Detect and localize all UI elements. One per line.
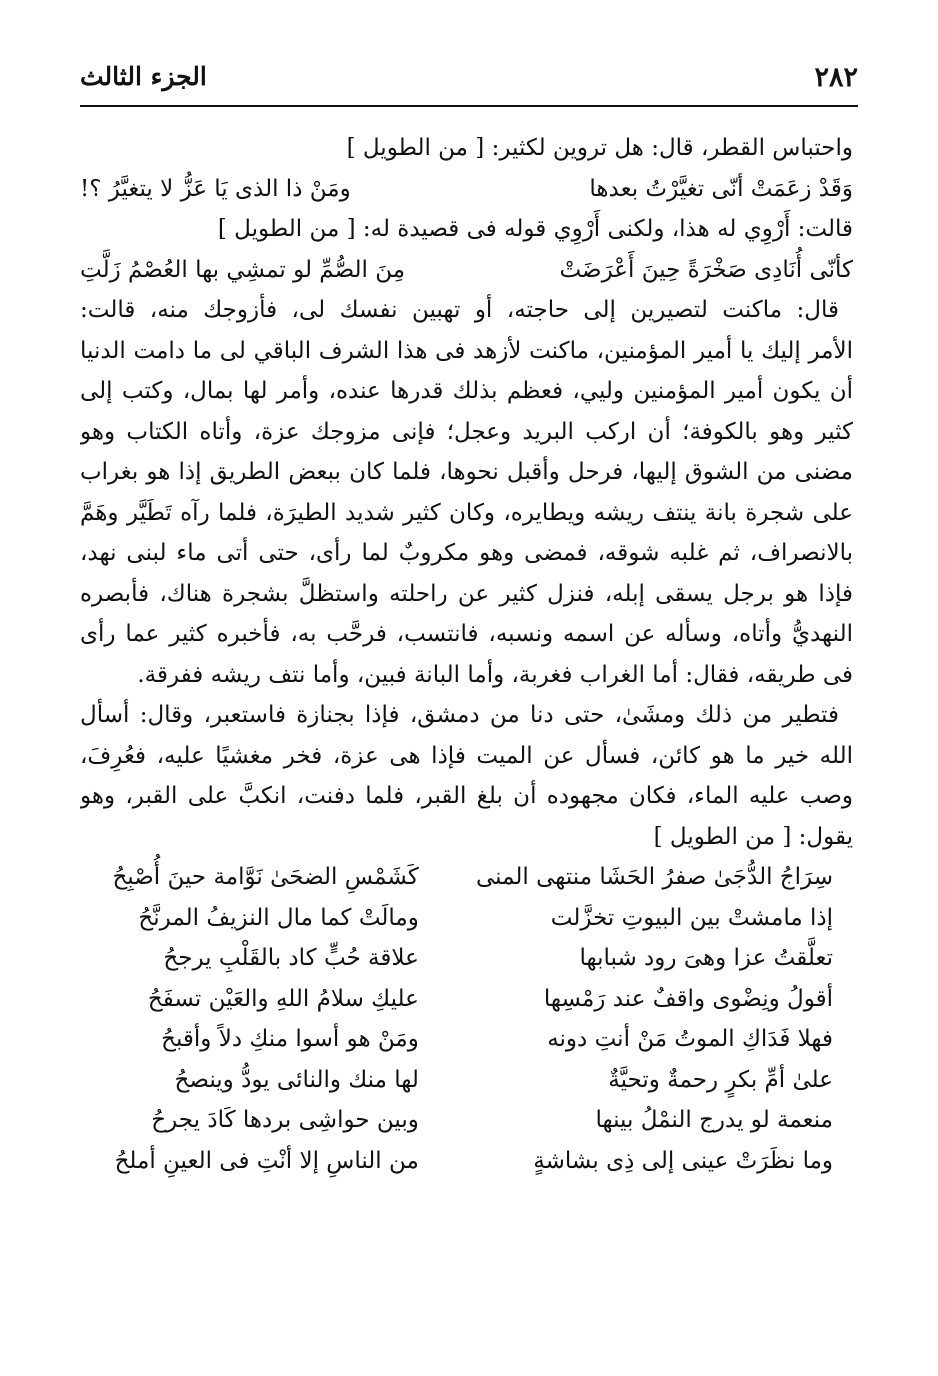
page-body [80, 128, 853, 1181]
poem-second-hemistich: عليكِ سلامُ اللهِ والعَيْن تسفَحُ [147, 985, 419, 1012]
poem-row [80, 857, 853, 898]
verse-first-hemistich: كأنّى أُنَادِى صَخْرَةً حِينَ أَعْرَضَتْ [559, 256, 853, 283]
text-line: كثير وهو بالكوفة؛ أن اركب البريد وعجل؛ فإنى مزوجك عزة، وأتاه الكتاب وهو [80, 418, 853, 445]
poem-first-hemistich: سِرَاجُ الدُّجَىٰ صفرُ الحَشَا منتهى المنى [475, 864, 833, 890]
poem-first-hemistich: تعلَّقتُ عزا وهىَ رود شبابها [579, 945, 833, 971]
text-line: الله خير ما هو كائن، فسأل عن الميت فإذا هى عزة، فخر مغشيًا عليه، فعُرِفَ، [80, 742, 853, 769]
verse-line [80, 169, 853, 210]
poem-first-hemistich: منعمة لو يدرج النمْلُ بينها [595, 1107, 833, 1133]
page-number: ٢٨٢ [814, 62, 858, 93]
poem-second-hemistich: من الناسِ إلا أنْتِ فى العينِ أملحُ [114, 1147, 419, 1174]
poem-second-hemistich: ومَنْ هو أسوا منكِ دلاً وأقبحُ [161, 1026, 419, 1052]
text-line: على شجرة بانة ينتف ريشه ويطايره، وكان كثير شديد الطيرَة، فلما رآه تَطَيَّر وهَمَّ [80, 499, 853, 526]
header-rule [80, 105, 858, 107]
text-line: فتطير من ذلك ومشَىٰ، حتى دنا من دمشق، فإذا بجنازة فاستعبر، وقال: أسأل [80, 702, 839, 728]
poem-first-hemistich: علىٰ أمِّ بكرٍ رحمةٌ وتحيَّةٌ [608, 1066, 833, 1093]
running-head: الجزء الثالث [80, 62, 207, 91]
poem-second-hemistich: وبين حواشِى بردها كَادَ يجرحُ [151, 1107, 419, 1133]
poem-row [80, 1060, 853, 1101]
poem-row [80, 898, 853, 939]
verse-second-hemistich: مِنَ الصُّمِّ لو تمشِي بها العُصْمُ زَلَّتِ [80, 256, 406, 283]
poem-row [80, 1141, 853, 1182]
poem-second-hemistich: كَشَمْسِ الضحَىٰ نَوَّامة حينَ أُصْبِحُ [112, 864, 419, 890]
text-line: بالانصراف، ثم غلبه شوقه، فمضى وهو مكروبٌ لما رأى، حتى أتى ماء لبنى نهد، [80, 540, 853, 566]
poem-second-hemistich: لها منك والنائى يودُّ وينصحُ [174, 1066, 419, 1093]
text-line: يقول: [ من الطويل ] [653, 823, 853, 850]
poem-first-hemistich: فهلا فَدَاكِ الموتُ مَنْ أنتِ دونه [547, 1026, 833, 1052]
poem-row [80, 979, 853, 1020]
poem-row [80, 938, 853, 979]
poem [80, 857, 853, 1181]
verse-second-hemistich: ومَنْ ذا الذى يَا عَزُّ لا يتغيَّرُ ؟! [80, 175, 351, 202]
text-line: قالت: أَرْوِي له هذا، ولكنى أَرْوِي قوله فى قصيدة له: [ من الطويل ] [217, 216, 853, 242]
poem-first-hemistich: إذا مامشتْ بين البيوتِ تخزَّلت [550, 904, 833, 931]
poem-row [80, 1019, 853, 1060]
text-line: واحتباس القطر، قال: هل تروين لكثير: [ من الطويل ] [346, 135, 853, 161]
text-line: فى طريقه، فقال: أما الغراب فغربة، وأما البانة فبين، وأما نتف ريشه ففرقة. [137, 661, 853, 688]
poem-second-hemistich: علاقة حُبٍّ كاد بالقَلْبِ يرجحُ [163, 945, 419, 971]
text-line: قال: ماكنت لتصيرين إلى حاجته، أو تهبين نفسك لى، فأزوجك منه، قالت: [80, 297, 839, 323]
poem-row [80, 1100, 853, 1141]
poem-first-hemistich: أقولُ ونِضْوى واقفٌ عند رَمْسِها [543, 985, 833, 1012]
page-header [80, 62, 858, 106]
text-line: مضنى من الشوق إليها، فرحل وأقبل نحوها، فلما كان ببعض الطريق إذا هو بغراب [80, 459, 853, 485]
poem-first-hemistich: وما نظَرَتْ عينى إلى ذِى بشاشةٍ [533, 1147, 833, 1174]
text-line: فإذا هو برجل يسقى إبله، فنزل كثير عن راحلته واستظلَّ بشجرة هناك، فأبصره [80, 580, 853, 607]
poem-second-hemistich: ومالَتْ كما مال النزيفُ المرنَّحُ [138, 904, 419, 931]
text-line: النهديُّ وأتاه، وسأله عن اسمه ونسبه، فانتسب، فرحَّب به، فأخبره كثير عما رأى [80, 621, 853, 647]
text-line: أن يكون أمير المؤمنين وليي، فعظم بذلك قدرها عنده، وأمر لها بمال، وكتب إلى [80, 378, 853, 404]
text-line: الأمر إليك يا أمير المؤمنين، ماكنت لأزهد فى هذا الشرف الباقي لى ما دامت الدنيا [80, 337, 853, 364]
text-line: وصب عليه الماء، فكان مجهوده أن بلغ القبر، فلما دفنت، انكبَّ على القبر، وهو [80, 783, 853, 809]
verse-line [80, 250, 853, 291]
verse-first-hemistich: وَقَدْ زعَمَتْ أنّى تغيَّرْتُ بعدها [589, 175, 853, 202]
